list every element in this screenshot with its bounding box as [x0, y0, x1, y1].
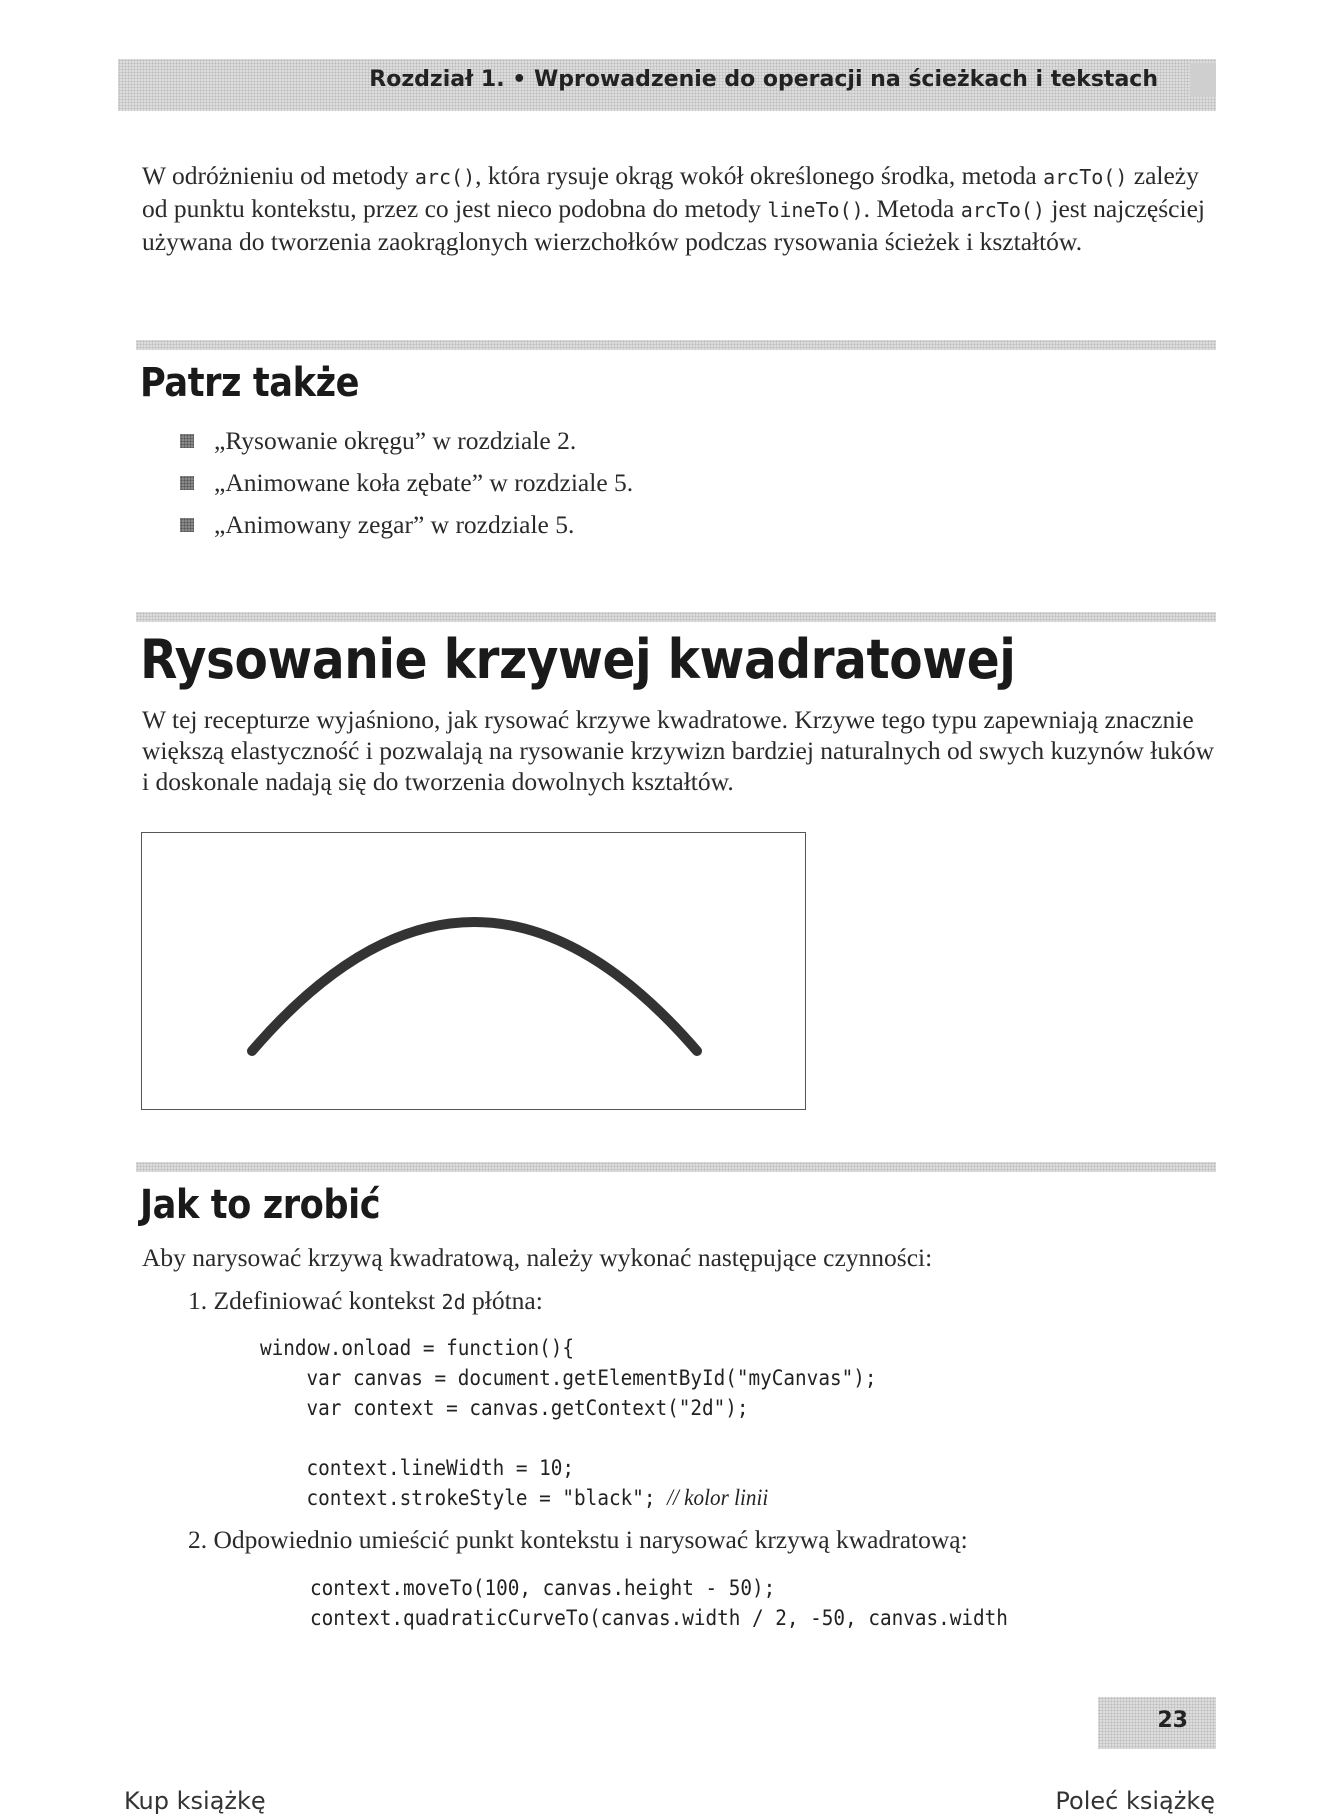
see-also-item-1: „Rysowanie okręgu” w rozdziale 2. [214, 426, 577, 455]
list-item [180, 462, 633, 504]
header-tab-marker [1190, 63, 1216, 97]
intro-text-4: . Metoda [863, 194, 961, 223]
step-1-text-b: płótna: [465, 1286, 543, 1315]
step-1-text-a: Zdefiniować kontekst [207, 1286, 442, 1315]
intro-text-2: , która rysuje okrąg wokół określonego środka, metoda [475, 161, 1044, 190]
chapter-header-band [118, 59, 1216, 111]
code-2d: 2d [441, 1290, 466, 1314]
step-1 [188, 1286, 543, 1316]
intro-paragraph [142, 160, 1217, 257]
see-also-list [180, 420, 633, 546]
quadratic-curve-figure [142, 833, 807, 1111]
code-block-2: context.moveTo(100, canvas.height - 50); context.quadraticCurveTo(canvas.width / 2, -50, canvas.width [310, 1576, 1008, 1630]
intro-text-3: zależy od punktu kontekstu, przez co jest nieco podobna do metody [142, 161, 1199, 223]
figure-canvas [141, 832, 806, 1110]
code-comment: // kolor linii [667, 1485, 769, 1510]
code-arcto: arcTo() [1043, 165, 1128, 189]
howto-heading: Jak to zrobić [140, 1182, 381, 1228]
section-title: Rysowanie krzywej kwadratowej [140, 628, 1016, 691]
code-block-1 [260, 1333, 876, 1513]
code-arcto-2: arcTo() [960, 198, 1045, 222]
see-also-item-2: „Animowane koła zębate” w rozdziale 5. [214, 468, 634, 497]
page-number: 23 [1157, 1708, 1188, 1733]
step-2 [188, 1525, 968, 1555]
code-block-1-text: window.onload = function(){ var canvas = document.getElementById("myCanvas"); var context = canvas.getContext("2d"); context.lineWidth = 10; context.strokeStyle = "black"; [260, 1336, 877, 1510]
step-2-number: 2. [188, 1525, 208, 1554]
square-bullet-icon [180, 518, 194, 532]
buy-book-link[interactable]: Kup książkę [124, 1787, 266, 1815]
see-also-item-3: „Animowany zegar” w rozdziale 5. [214, 510, 575, 539]
quadratic-curve-line [252, 922, 697, 1051]
see-also-heading: Patrz także [140, 360, 360, 406]
list-item [180, 420, 633, 462]
divider-see-also [136, 340, 1216, 350]
intro-text-1: W odróżnieniu od metody [142, 161, 415, 190]
code-lineto: lineTo() [767, 198, 864, 222]
step-1-number: 1. [188, 1286, 208, 1315]
intro-text-5: jest najczęściej używana do tworzenia zaokrąglonych wierzchołków podczas rysowania ścieżek i kształtów. [142, 194, 1205, 256]
chapter-title: Rozdział 1. • Wprowadzenie do operacji na ścieżkach i tekstach [369, 67, 1158, 92]
list-item [180, 504, 633, 546]
square-bullet-icon [180, 476, 194, 490]
divider-howto [136, 1162, 1216, 1172]
howto-intro: Aby narysować krzywą kwadratową, należy wykonać następujące czynności: [142, 1243, 933, 1272]
section-body: W tej recepturze wyjaśniono, jak rysować krzywe kwadratowe. Krzywe tego typu zapewniają znacznie większą elastyczność i pozwalają na rysowanie krzywizn bardziej naturalnych od swych kuzynów łuków i doskonale nadają się do tworzenia dowolnych kształtów. [142, 705, 1215, 796]
code-arc: arc() [414, 165, 476, 189]
page-number-box [1098, 1697, 1216, 1749]
recommend-book-link[interactable]: Poleć książkę [1055, 1787, 1215, 1815]
step-2-text: Odpowiednio umieścić punkt kontekstu i narysować krzywą kwadratową: [207, 1525, 968, 1554]
divider-section [136, 612, 1216, 622]
square-bullet-icon [180, 434, 194, 448]
